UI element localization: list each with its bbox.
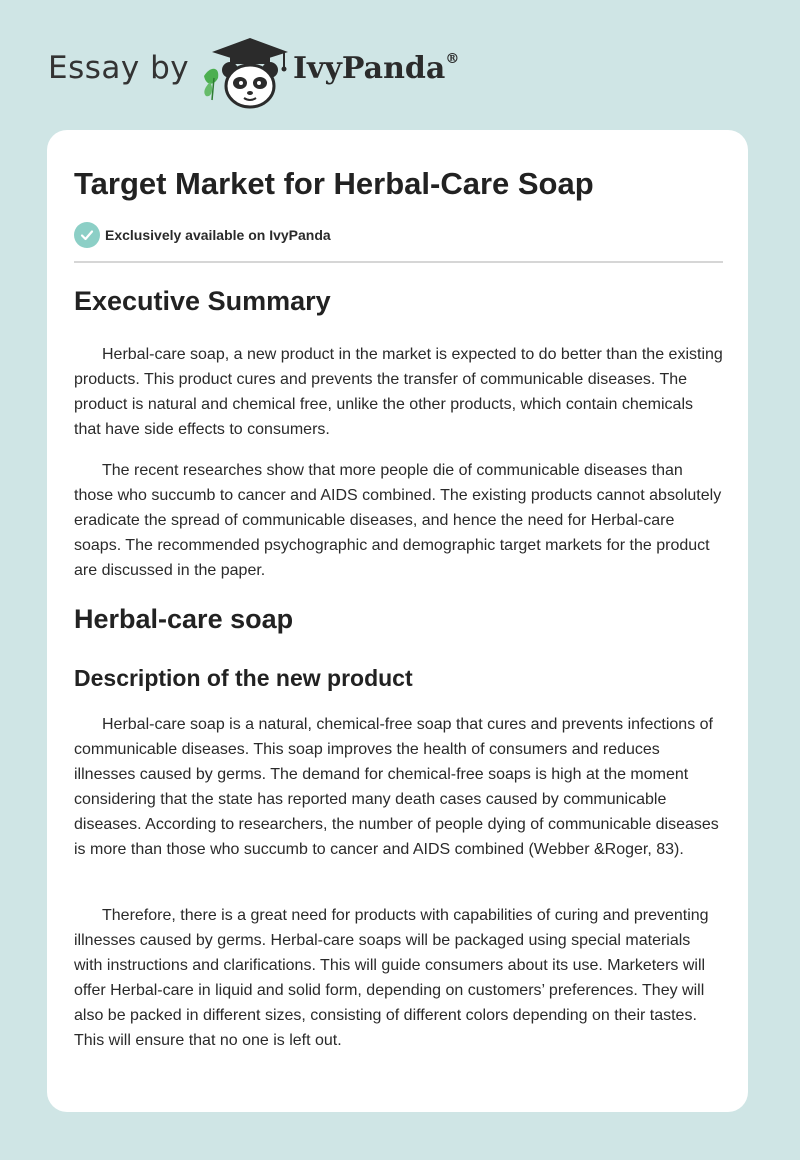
title-divider [74,261,723,263]
essay-by-label: Essay by [48,50,190,86]
registered-mark: ® [445,51,460,67]
brand-label: IvyPanda [293,51,446,86]
exclusive-badge [74,222,331,248]
section-heading-executive-summary: Executive Summary [74,286,331,316]
brand-name[interactable] [293,51,459,86]
paragraph: Therefore, there is a great need for products with capabilities of curing and preventing illnesses caused by germs. Herbal-care soaps will be packaged using special materials with instructions and clarifications. This will guide consumers about its use. Marketers will offer Herbal-care in liquid and solid form, depending on customers’ preferences. They will also be packed in different sizes, consisting of different colors depending on their tastes. This will ensure that no one is left out. [74,907,709,1049]
panda-graduate-logo-icon[interactable] [200,36,292,110]
paragraph: Herbal-care soap is a natural, chemical-free soap that cures and prevents infections of communicable diseases. This soap improves the health of consumers and reduces illnesses caused by germs. The demand for chemical-free soaps is high at the moment considering that the state has reported many death cases caused by communicable diseases. According to researchers, the number of people dying of communicable diseases is more than those who succumb to cancer and AIDS combined (Webber &Roger, 83). [74,716,719,858]
paragraph: The recent researches show that more people die of communicable diseases than those who succumb to cancer and AIDS combined. The existing products cannot absolutely eradicate the spread of communicable diseases, and hence the need for Herbal-care soaps. The recommended psychographic and demographic target markets for the product are discussed in the paper. [74,462,722,579]
leaf-icon [204,69,218,100]
paragraph: Herbal-care soap, a new product in the market is expected to do better than the existing products. This product cures and prevents the transfer of communicable diseases. The product is natural and chemical free, unlike the other products, which contain chemicals that have side effects to consumers. [74,346,723,438]
site-header [0,0,800,130]
exclusive-badge-label: Exclusively available on IvyPanda [105,227,331,243]
subheading-product-description: Description of the new product [74,665,413,691]
article-card [47,130,748,1112]
article-title: Target Market for Herbal-Care Soap [74,166,594,201]
section-heading-herbal-care-soap: Herbal-care soap [74,604,294,634]
check-icon [74,222,100,248]
